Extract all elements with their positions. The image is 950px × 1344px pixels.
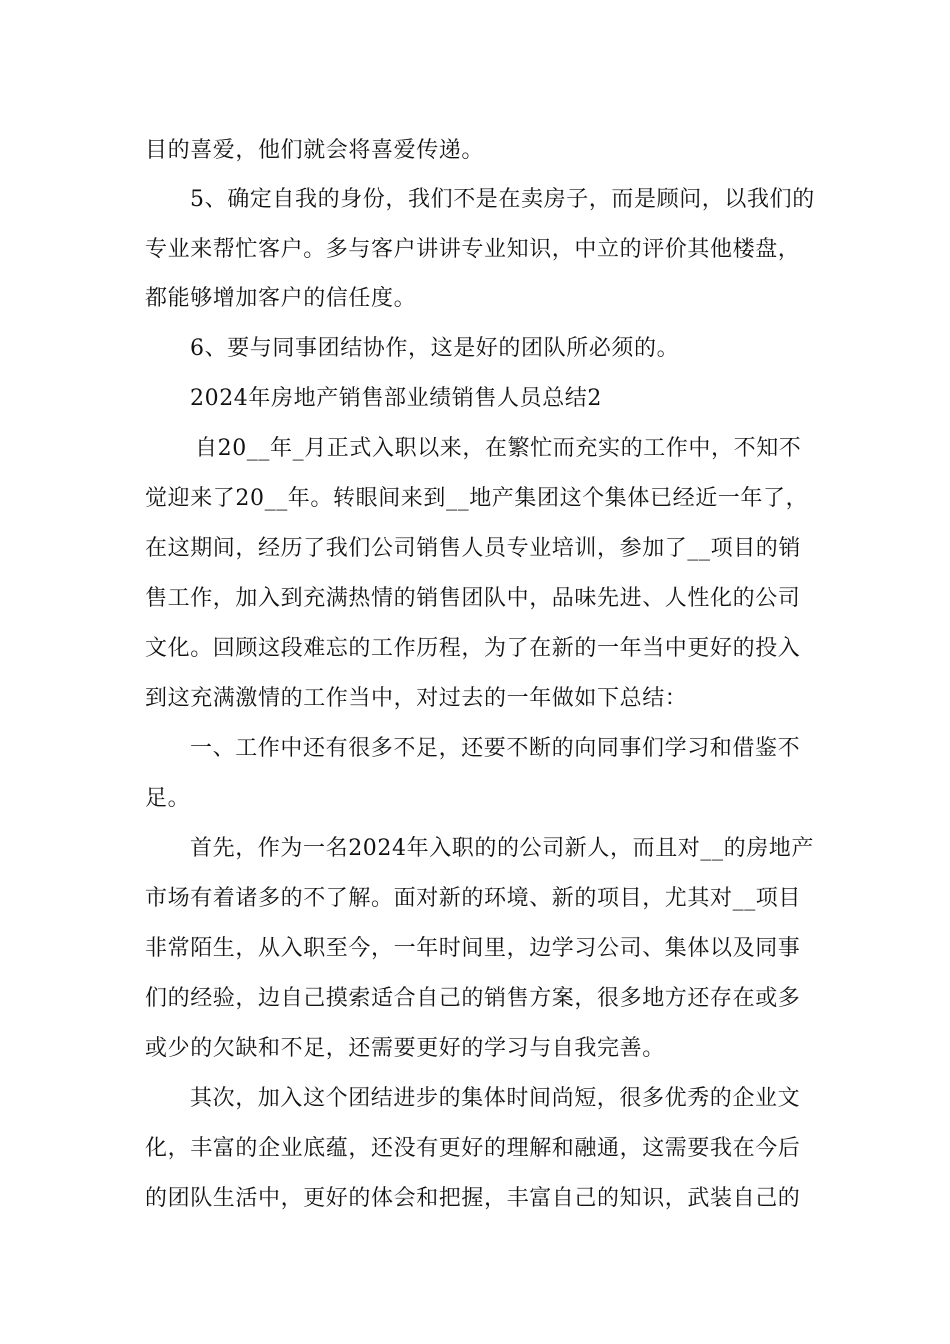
text-line: 的团队生活中，更好的体会和把握，丰富自己的知识，武装自己的 [145,1186,801,1211]
text-line: 都能够增加客户的信任度。 [145,286,417,311]
text-line: 文化。回顾这段难忘的工作历程，为了在新的一年当中更好的投入 [145,636,801,661]
text-line: 一、工作中还有很多不足，还要不断的向同事们学习和借鉴不 [190,736,801,761]
text-line: 市场有着诸多的不了解。面对新的环境、新的项目，尤其对__项目 [145,886,802,911]
text-line: 觉迎来了20__年。转眼间来到__地产集团这个集体已经近一年了， [145,486,809,511]
text-line: 或少的欠缺和不足，还需要更好的学习与自我完善。 [145,1036,665,1061]
text-line: 非常陌生，从入职至今，一年时间里，边学习公司、集体以及同事 [145,936,801,961]
text-line: 首先，作为一名2024年入职的的公司新人，而且对__的房地产 [190,836,814,861]
text-line: 其次，加入这个团结进步的集体时间尚短，很多优秀的企业文 [190,1086,801,1111]
text-line: 们的经验，边自己摸索适合自己的销售方案，很多地方还存在或多 [145,986,801,1011]
text-line: 专业来帮忙客户。多与客户讲讲专业知识，中立的评价其他楼盘， [145,237,801,262]
text-line: 足。 [145,786,191,811]
text-line: 自20__年_月正式入职以来，在繁忙而充实的工作中，不知不 [195,436,802,461]
text-line: 在这期间，经历了我们公司销售人员专业培训，参加了__项目的销 [145,536,802,561]
section-heading: 2024年房地产销售部业绩销售人员总结2 [190,386,602,411]
text-line: 到这充满激情的工作当中，对过去的一年做如下总结： [145,686,688,711]
text-line: 5、确定自我的身份，我们不是在卖房子，而是顾问，以我们的 [190,187,815,212]
text-line: 6、要与同事团结协作，这是好的团队所必须的。 [190,336,680,361]
text-line: 目的喜爱，他们就会将喜爱传递。 [145,138,485,163]
text-line: 化，丰富的企业底蕴，还没有更好的理解和融通，这需要我在今后 [145,1136,801,1161]
text-line: 售工作，加入到充满热情的销售团队中，品味先进、人性化的公司 [145,586,801,611]
